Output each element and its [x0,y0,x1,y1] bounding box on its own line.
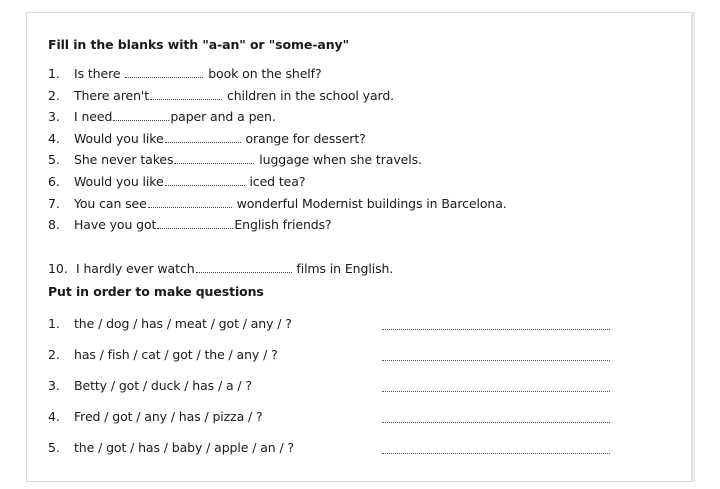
worksheet [26,12,695,482]
blank-line[interactable] [174,152,254,164]
blank-item-1: 1. Is there book on the shelf? [48,66,322,81]
blank-line[interactable] [165,174,245,186]
blank-line[interactable] [157,217,233,229]
blank-item-10: 10. I hardly ever watch films in English. [48,261,394,276]
question-item-2: 2. has / fish / cat / got / the / any / ? [48,347,278,362]
blank-line[interactable] [165,131,241,143]
worksheet-title: Fill in the blanks with "a-an" or "some-any" [48,37,349,52]
blank-line[interactable] [150,88,222,100]
blank-item-5: 5. She never takes luggage when she travels. [48,152,422,167]
blank-item-8: 8. Have you got English friends? [48,217,332,232]
blank-line[interactable] [113,109,169,121]
blank-line[interactable] [125,66,203,78]
blank-item-7: 7. You can see wonderful Modernist buildings in Barcelona. [48,196,507,211]
question-item-5: 5. the / got / has / baby / apple / an / ? [48,440,294,455]
answer-line[interactable] [382,421,610,423]
blank-item-4: 4. Would you like orange for dessert? [48,131,366,146]
answer-line[interactable] [382,359,610,361]
blank-item-3: 3. I need paper and a pen. [48,109,276,124]
blank-line[interactable] [148,196,232,208]
blank-item-6: 6. Would you like iced tea? [48,174,306,189]
section-title: Put in order to make questions [48,284,264,299]
answer-line[interactable] [382,390,610,392]
blank-line[interactable] [196,261,292,273]
answer-line[interactable] [382,452,610,454]
question-item-1: 1. the / dog / has / meat / got / any / ? [48,316,292,331]
question-item-3: 3. Betty / got / duck / has / a / ? [48,378,252,393]
blank-item-2: 2. There aren't children in the school yard. [48,88,395,103]
question-item-4: 4. Fred / got / any / has / pizza / ? [48,409,263,424]
answer-line[interactable] [382,328,610,330]
